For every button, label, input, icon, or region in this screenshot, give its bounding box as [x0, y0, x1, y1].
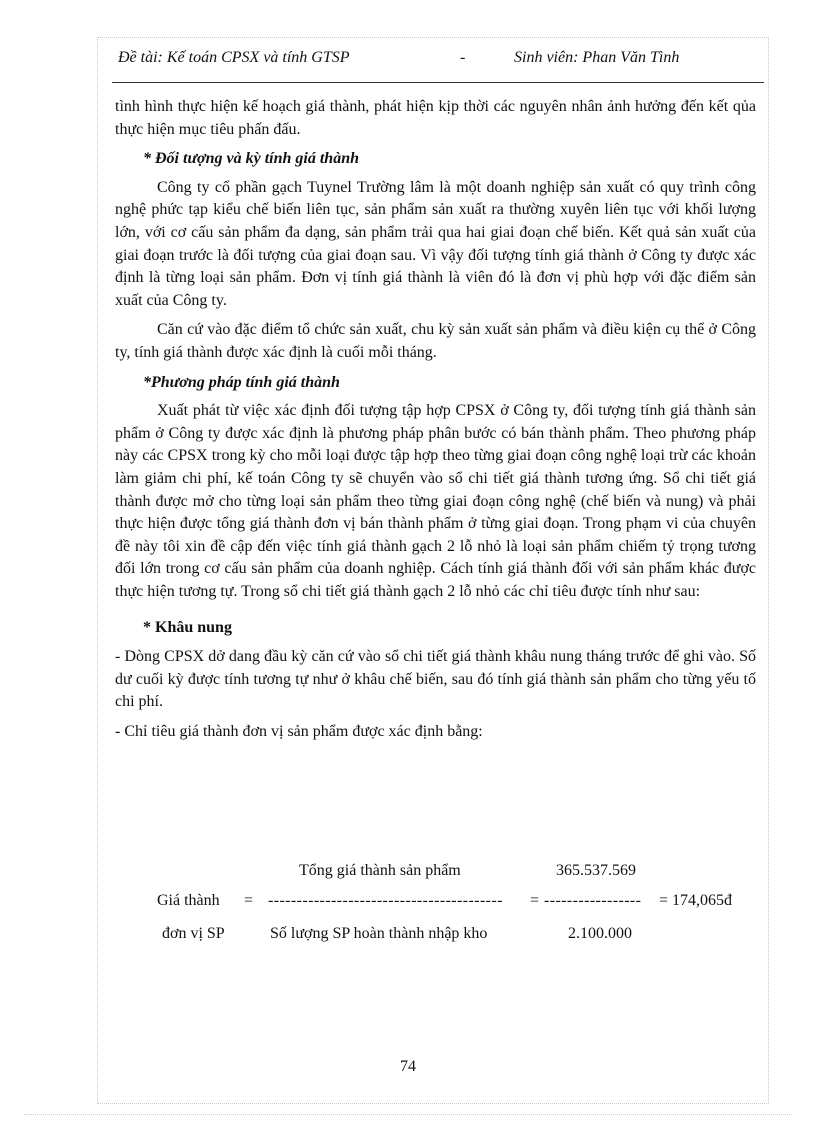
paragraph-firing: - Dòng CPSX dở dang đầu kỳ căn cứ vào sổ chi tiết giá thành khâu nung tháng trước để ghi vào. Số dư cuối kỳ được tính tương tự như ở khâu chế biến, sau đó tính giá thành sản phẩm cho từng yếu tố chi phí. — [115, 648, 756, 711]
section-heading-method: *Phương pháp tính giá thành — [143, 373, 340, 391]
running-header — [118, 49, 758, 71]
header-separator: - — [460, 49, 466, 66]
paragraph-method: Xuất phát từ việc xác định đối tượng tập hợp CPSX ở Công ty, đối tượng tính giá thành sản phẩm ở Công ty được xác định là phương pháp phân bước có bán thành phẩm. Theo phương pháp này các CPSX trong kỳ cho mỗi loại được tập hợp theo từng giai đoạn công nghệ loại trừ các khoản làm giảm chi phí, kế toán Công ty sẽ chuyển vào sổ chi tiết giá thành tương ứng. Sổ chi tiết giá thành được mở cho từng loại sản phẩm theo từng giai đoạn công nghệ (chế biến và nung) và phải thực hiện được tổng giá thành đơn vị bán thành phẩm ở từng giai đoạn. Trong phạm vi của chuyên đề này tôi xin đề cập đến việc tính giá thành gạch 2 lỗ nhỏ là loại sản phẩm chiếm tỷ trọng tương đối lớn trong cơ cấu sản phẩm của doanh nghiệp. Cách tính giá thành đối với sản phẩm khác được thực hiện tương tự. Trong sổ chi tiết giá thành gạch 2 lỗ nhỏ các chỉ tiêu được tính như sau: — [115, 402, 756, 600]
header-topic: Đề tài: Kế toán CPSX và tính GTSP — [118, 49, 350, 66]
body-text — [115, 96, 756, 750]
paragraph-object: Công ty cổ phần gạch Tuynel Trường lâm là một doanh nghiệp sản xuất có quy trình công nghệ phức tạp kiểu chế biến liên tục, sản phẩm sản xuất ra thường xuyên liên tục với khối lượng lớn, với cơ cấu sản phẩm đa dạng, sản phẩm trải qua hai giai đoạn chế biến. Kết quả sản xuất của giai đoạn trước là đối tượng của giai đoạn sau. Vì vậy đối tượng tính giá thành ở Công ty được xác định là từng loại sản phẩm. Đơn vị tính giá thành là viên đó là đơn vị phù hợp với đặc điểm sản xuất của Công ty. — [115, 178, 756, 309]
paragraph-continuation: tình hình thực hiện kế hoạch giá thành, phát hiện kịp thời các nguyên nhân ảnh hưởng đến kết qủa thực hiện mục tiêu phấn đấu. — [115, 98, 756, 138]
formula-result: = 174,065đ — [659, 892, 733, 909]
formula-denominator-value: 2.100.000 — [568, 925, 632, 942]
page-number: 74 — [400, 1058, 416, 1075]
formula-fraction-bar-short: ----------------- — [544, 892, 642, 909]
paragraph-unit-cost: - Chỉ tiêu giá thành đơn vị sản phẩm được xác định bằng: — [115, 722, 483, 740]
page-bottom-edge — [24, 1114, 792, 1115]
section-heading-firing: * Khâu nung — [143, 619, 232, 637]
formula-denominator-label: Số lượng SP hoàn thành nhập kho — [270, 925, 488, 942]
formula-equals-1: = — [244, 892, 254, 909]
section-heading-object: * Đối tượng và kỳ tính giá thành — [143, 150, 359, 168]
formula-left-label-1: Giá thành — [157, 892, 220, 909]
formula-numerator-value: 365.537.569 — [556, 862, 636, 879]
formula-left-label-2: đơn vị SP — [162, 925, 225, 942]
paragraph-period: Căn cứ vào đặc điểm tổ chức sản xuất, chu kỳ sản xuất sản phẩm và điều kiện cụ thể ở Công ty, tính giá thành được xác định là cuối mỗi tháng. — [115, 321, 756, 361]
header-student: Sinh viên: Phan Văn Tình — [514, 49, 680, 66]
formula-fraction-bar-long: ----------------------------------------- — [268, 892, 503, 909]
formula-numerator-label: Tổng giá thành sản phẩm — [299, 862, 461, 879]
header-rule — [112, 82, 764, 83]
formula-equals-2: = — [530, 892, 540, 909]
